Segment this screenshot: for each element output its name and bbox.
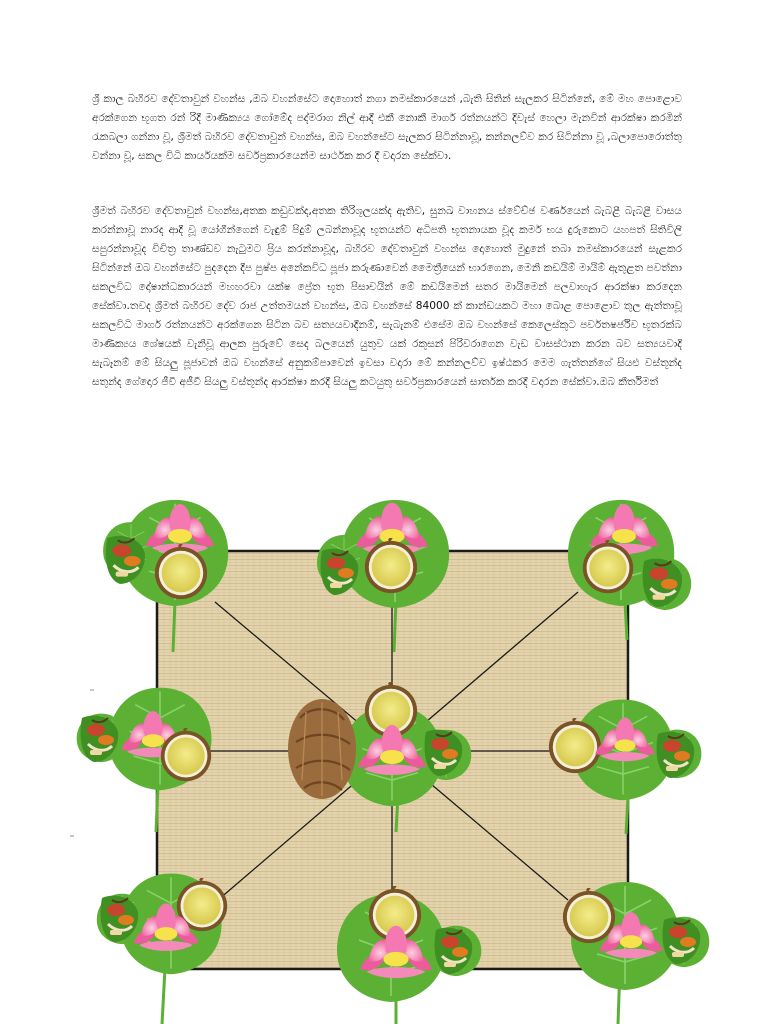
whole-coconut	[288, 699, 356, 799]
paragraph-2: ශ්‍රීමත් බහිරව දේවතාවුන් වහන්ස,අතක කඩුවක්ද,අතක තිරිශූලයක්ද ඇතිව, සුනඛ වාහනය ස්වේච්ඡ වර්ණයෙන් බැබළී බැබළී වාසය කරන්නාවූ නාරද ආදී වූ යෝගීන්ගෙන් වැඳුම් පිදුම් ලබන්නාවූද භූතයන්ට අධිපති භූතනායක වූද කර්ම භය දුරුකොට යහපත් සිතිවිලි සපුරන්නාවූද විචිත්‍ර තාණ්ඩව නැටුමට ප්‍රිය කරන්නාවූද, බහිරව දේවතාවුන් වහන්ස දොහොත් මුදුනේ තබා නමස්කාරයෙන් සැළකර සිටින්නේ ඔබ වහන්සේට පුදදෙන දීප පුෂ්ප අනේකවිධ පූජා කරුණාවෙන් මෛත්‍රීයෙන් භාරගෙන, මෙනි කඩයිම් මායිම් ඇතුළත පවත්නා සකලවිධ දෝෂාන්ධකාරයන් මහහරවා යක්ෂ ප්‍රේත භූත පිසාචයින් මේ කඩයිමෙන් සතර මායිමෙන් පලවාහැර ආරක්ෂා කරදෙන සේක්වා.තවද ශ්‍රීමත් බහිරව දේව රාජ උත්තමයන් වහන්ස, ඔබ වහන්සේ 84000 ක් කාන්ඩයකට මහා බොළ පොළොව තුල ඇත්තාවූ සකලවිධි මාර්ග රත්නයන්ට අරක්ගෙන සිටින බව සත්‍යයවාදීනම්, සැබැනම් එසේම ඔබ වහන්සේ කෙලෙස්කුට පර්වතෂර්ජිව භූතරක්බ මාණික්‍යය ශේෂයක් වැනිවූ ආලක පුරුවේ සෙද බලයෙන් යුතුව යක් රකුසන් පිරිවරාගෙන වැඩ වාසස්ථාන කරන බව සත්‍යයවාදි සැබෑනම් මේ සියලු පූජාවන් ඔබ වහන්සේ අනුකම්පාවෙන් ඉවසා වදාරා මේ කන්නලව්ව ඉෂ්ඨකර මෙම ගැත්තන්ගේ සියළු වස්තූන්ද සතුන්ද ගේදොර ජීවී අජීවී සියලු වස්තූන්ද ආරක්ෂා කරදී සියලු කටයුතු සර්වප්‍රකාරයෙන් සාර්තක කරදී වදාරන සේක්වා.ඔබ කීර්තිමත්	[92, 205, 682, 388]
offering-bottom-right	[563, 882, 709, 1024]
offering-bottom-left	[97, 872, 227, 1024]
offering-diagram	[0, 480, 768, 1024]
paragraph-1: ශ්‍රී කාල බහිරව දේවතාවුන් වහන්ස ,ඔබ වහන්සේට දොහොත් නගා නමස්කාරයෙන් ,බැති සිතින් සැලකර සිටින්නේ, මේ මහ පොළොව අරක්ගෙන භූගත රන් රිදී මාණික්‍යය ගෝමේද පද්මරාග නිල් ආදී එකී නොකී මාර්ග රත්නයන්ට දිවැස් හෙලා මැනවින් ආරක්ෂා කරමින් රැකබලා ගන්නා වූ, ශ්‍රීමත් බහිරව දේවතාවුන් වහන්ස, ඔබ වහන්සේට සැලකර සිටින්නාවූ, කන්නලව්ව කර සිටින්නා වූ ,බලාපොරොත්තු වන්නා වූ, සකල විධි කාර්යයක්ම සර්වප්‍රකාරයෙන්ම සාර්ථක කර දී වදාරන සේක්වා.	[92, 93, 682, 162]
